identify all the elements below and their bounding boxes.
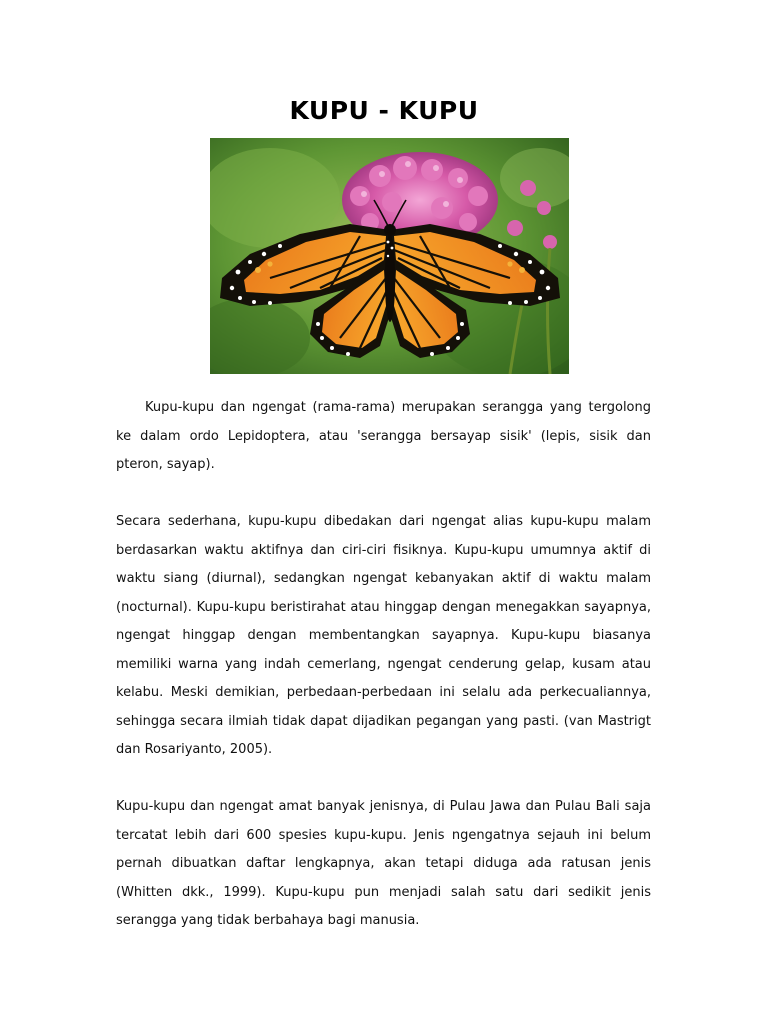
paragraph-differences: Secara sederhana, kupu-kupu dibedakan dari ngengat alias kupu-kupu malam berdasarkan waktu aktifnya dan ciri-ciri fisiknya. Kupu-kupu umumnya aktif di waktu siang (diurnal), sedangkan ngengat kebanyakan aktif di waktu malam (nocturnal). Kupu-kupu beristirahat atau hinggap dengan menegakkan sayapnya, ngengat hinggap dengan membentangkan sayapnya. Kupu-kupu biasanya memiliki warna yang indah cemerlang, ngengat cenderung gelap, kusam atau kelabu. Meski demikian, perbedaan-perbedaan ini selalu ada perkecualiannya, sehingga secara ilmiah tidak dapat dijadikan pegangan yang pasti. (van Mastrigt dan Rosariyanto, 2005). (116, 514, 651, 757)
paragraph-species: Kupu-kupu dan ngengat amat banyak jenisnya, di Pulau Jawa dan Pulau Bali saja tercatat lebih dari 600 spesies kupu-kupu. Jenis ngengatnya sejauh ini belum pernah dibuatkan daftar lengkapnya, akan tetapi diduga ada ratusan jenis (Whitten dkk., 1999). Kupu-kupu pun menjadi salah satu dari sedikit jenis serangga yang tidak berbahaya bagi manusia. (116, 799, 651, 928)
paragraph-intro: Kupu-kupu dan ngengat (rama-rama) merupakan serangga yang tergolong ke dalam ordo Lepidoptera, atau 'serangga bersayap sisik' (lepis, sisik dan pteron, sayap). (116, 400, 651, 472)
butterfly-photo (210, 138, 569, 374)
page-title: KUPU - KUPU (289, 96, 479, 125)
article-body (116, 394, 651, 964)
